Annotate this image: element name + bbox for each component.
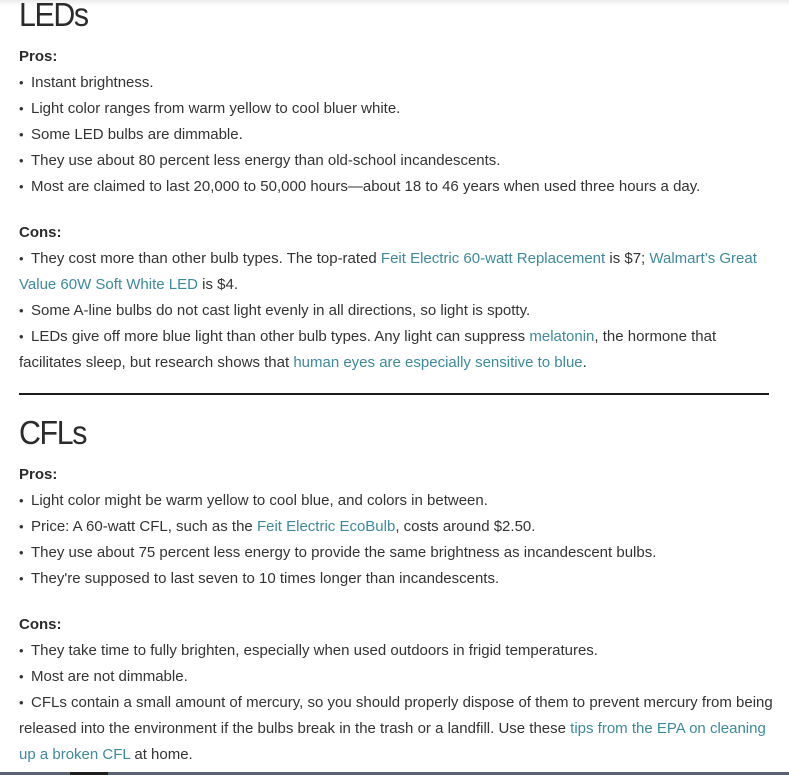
bullet-icon: • [19,493,24,508]
leds-pro-item: • Some LED bulbs are dimmable. [19,122,779,148]
leds-cons-label: Cons: [19,224,62,241]
section-divider [19,393,769,395]
leds-section [19,0,779,376]
bullet-icon: • [19,519,24,534]
cfls-pro-item: • Light color might be warm yellow to cool blue, and colors in between. [19,488,779,514]
epa-broken-cfl-tips-link[interactable]: tips from the EPA on cleaning up a broken CFL [19,720,766,763]
cfls-con-item: • They take time to fully brighten, especially when used outdoors in frigid temperatures. [19,638,779,664]
bullet-icon: • [19,75,24,90]
bullet-icon: • [19,153,24,168]
bullet-icon: • [19,179,24,194]
bullet-icon: • [19,101,24,116]
leds-con-item: • LEDs give off more blue light than other bulb types. Any light can suppress melatonin, the hormone that facilitates sleep, but research shows that human eyes are especially sensitive to blue. [19,324,779,376]
bullet-icon: • [19,669,24,684]
feit-electric-ecobulb-link[interactable]: Feit Electric EcoBulb [256,518,396,535]
bullet-icon: • [19,571,24,586]
cfls-con-item: • CFLs contain a small amount of mercury, so you should properly dispose of them to prevent mercury from being released into the environment if the bulbs break in the trash or a landfill. Use these tips from the EPA on cleaning up a broken CFL at home. [19,690,779,768]
cfls-heading: CFLs [19,414,87,451]
bullet-icon: • [19,643,24,658]
cfls-pro-item: • They're supposed to last seven to 10 times longer than incandescents. [19,566,779,592]
cfls-pro-item: • Price: A 60-watt CFL, such as the Feit Electric EcoBulb, costs around $2.50. [19,514,779,540]
leds-pros-label: Pros: [19,48,58,65]
melatonin-link[interactable]: melatonin [529,328,595,345]
bullet-icon: • [19,127,24,142]
cfls-pro-item: • They use about 75 percent less energy to provide the same brightness as incandescent bulbs. [19,540,779,566]
leds-pro-item: • Most are claimed to last 20,000 to 50,000 hours—about 18 to 46 years when used three hours a day. [19,174,779,200]
leds-con-item: • They cost more than other bulb types. The top-rated Feit Electric 60-watt Replacement is $7; Walmart’s Great Value 60W Soft White LED is $4. [19,246,779,298]
feit-electric-60w-link[interactable]: Feit Electric 60-watt Replacement [380,250,606,267]
bullet-icon: • [19,695,24,710]
cfls-section [19,416,779,768]
blue-sensitivity-link[interactable]: human eyes are especially sensitive to blue [293,354,583,371]
leds-heading: LEDs [19,0,88,33]
leds-con-item: • Some A-line bulbs do not cast light evenly in all directions, so light is spotty. [19,298,779,324]
cfls-cons-label: Cons: [19,616,62,633]
leds-pro-item: • They use about 80 percent less energy than old-school incandescents. [19,148,779,174]
leds-pro-item: • Instant brightness. [19,70,779,96]
bullet-icon: • [19,251,24,266]
leds-pro-item: • Light color ranges from warm yellow to cool bluer white. [19,96,779,122]
bullet-icon: • [19,545,24,560]
walmart-great-value-link[interactable]: Walmart’s Great Value 60W Soft White LED [19,250,757,293]
cfls-con-item: • Most are not dimmable. [19,664,779,690]
bullet-icon: • [19,303,24,318]
bullet-icon: • [19,329,24,344]
cfls-pros-label: Pros: [19,466,58,483]
